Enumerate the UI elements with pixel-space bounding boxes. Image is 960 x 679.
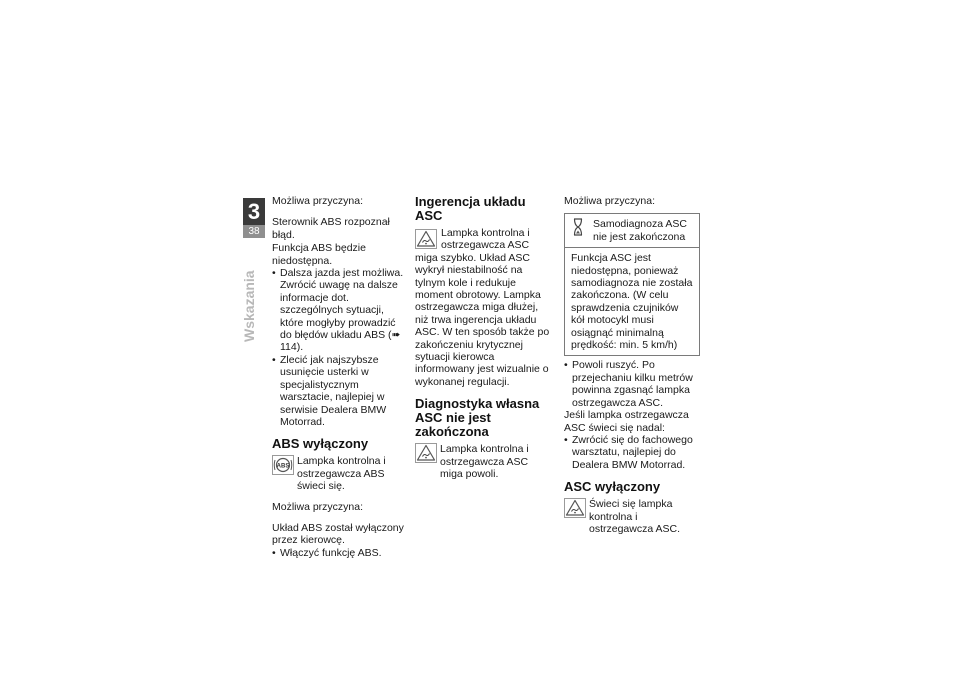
possible-cause-label: Możliwa przyczyna: — [564, 195, 656, 207]
bullet-list — [272, 267, 408, 428]
bullet-item: • Powoli ruszyć. Po przejechaniu kilku metrów powinna zgasnąć lampka ostrzegawcza ASC. — [564, 359, 700, 409]
info-box-title: Samodiagnoza ASC nie jest zakończona — [593, 218, 687, 243]
possible-cause-label: Możliwa przyczyna: — [272, 500, 364, 513]
possible-cause-label: Możliwa przyczyna: — [272, 195, 364, 207]
svg-text:ABS: ABS — [276, 463, 290, 470]
asc-diag-heading: Diagnostyka własna ASC nie jest zakończona — [415, 396, 540, 440]
bullet-item: • Zlecić jak najszybsze usunięcie usterki w specjalistycznym warsztacie, najlepiej w serwisie Dealera BMW Motorrad. — [272, 354, 408, 428]
asc-off-lamp — [564, 498, 700, 535]
asc-intervention-text: Lampka kontrolna i ostrzegawcza ASC miga szybko. Układ ASC wykrył niestabilność na tylnym kole i redukuje moment obrotowy. Lampka ostrzegawcza miga dłużej, niż trwa ingerencja układu ASC. W ten sposób także po zakończeniu krytycznej sytuacji kierowca informowany jest wizualnie o wykonanej regulacji. — [415, 227, 550, 388]
info-box-body: Funkcja ASC jest niedostępna, ponieważ samodiagnoza nie została zakończona. (W celu sprawdzenia czujników kół motocykl musi osiągnąć minimalną prędkość: min. 5 km/h) — [565, 247, 699, 355]
asc-diag-lamp — [415, 443, 551, 480]
section-title: Wskazania — [241, 270, 257, 342]
cause-text: Układ ABS został wyłączony przez kierowcę. — [272, 521, 404, 547]
still-on-text: Jeśli lampka ostrzegawcza ASC świeci się nadal: — [564, 409, 689, 434]
column-1 — [272, 195, 408, 559]
abs-warning-lamp-icon — [272, 455, 294, 475]
chapter-tab — [243, 198, 265, 238]
abs-off-lamp-text: Lampka kontrolna i ostrzegawcza ABS świeci się. — [297, 455, 386, 493]
bullet-item: • Zwrócić się do fachowego warsztatu, najlepiej do Dealera BMW Motorrad. — [564, 434, 700, 471]
column-3 — [564, 195, 700, 543]
bullet-list — [564, 434, 700, 471]
info-box — [564, 213, 700, 356]
self-diagnosis-clock-icon — [571, 218, 585, 236]
bullet-item: • Dalsza jazda jest możliwa. Zwrócić uwagę na dalsze informacje dot. szczególnych sytuacji, które mogłyby prowadzić do błędów układu ABS (➠ 114). — [272, 267, 408, 354]
asc-off-heading: ASC wyłączony — [564, 479, 661, 495]
abs-off-lamp — [272, 455, 408, 492]
bullet-list — [564, 359, 700, 409]
cause-text: Funkcja ABS będzie niedostępna. — [272, 242, 366, 267]
column-2 — [415, 195, 551, 489]
bullet-list — [272, 547, 408, 559]
asc-intervention-block — [415, 227, 551, 388]
info-box-header — [565, 214, 699, 247]
chapter-number: 3 — [243, 198, 265, 225]
asc-diag-lamp-text: Lampka kontrolna i ostrzegawcza ASC miga powoli. — [440, 443, 529, 481]
abs-off-heading: ABS wyłączony — [272, 436, 369, 452]
asc-warning-lamp-icon — [415, 443, 437, 463]
bullet-item: • Włączyć funkcję ABS. — [272, 547, 408, 559]
asc-warning-lamp-icon — [564, 498, 586, 518]
cause-text: Sterownik ABS rozpoznał błąd. — [272, 216, 390, 241]
asc-warning-lamp-icon — [415, 229, 437, 249]
asc-intervention-heading: Ingerencja układu ASC — [415, 194, 526, 223]
page-number: 38 — [243, 225, 265, 238]
asc-off-lamp-text: Świeci się lampka kontrolna i ostrzegawcza ASC. — [589, 498, 681, 535]
